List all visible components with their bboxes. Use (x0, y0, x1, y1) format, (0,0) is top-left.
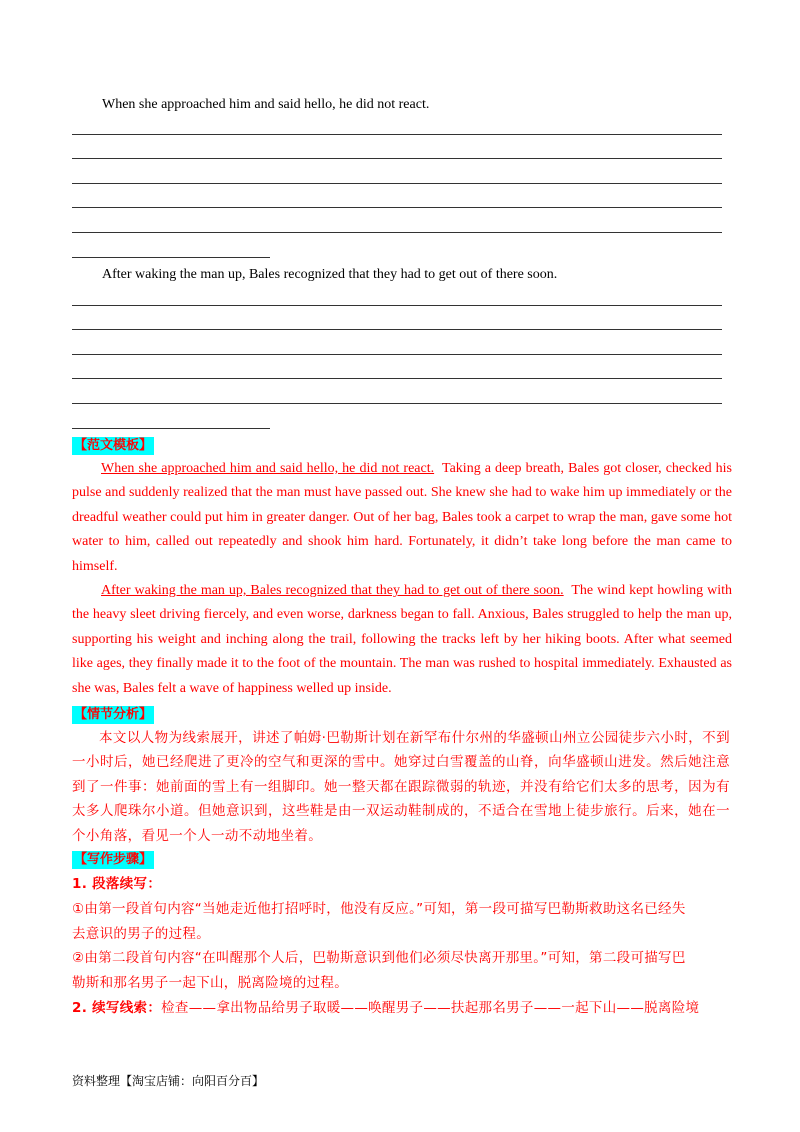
writing-line[interactable] (72, 183, 722, 184)
writing-line[interactable] (72, 329, 722, 330)
step-1-point-b-line-1: ②由第二段首句内容“在叫醒那个人后，巴勒斯意识到他们必须尽快离开那里。”可知，第二段可描写巴 (72, 950, 686, 966)
sample-essay (72, 457, 732, 701)
writing-steps-label: 【写作步骤】 (74, 852, 153, 867)
writing-line[interactable] (72, 378, 722, 379)
writing-line[interactable] (72, 207, 722, 208)
step-1-point-b-line-2: 勒斯和那名男子一起下山，脱离险境的过程。 (72, 975, 348, 991)
plot-analysis (72, 726, 730, 848)
writing-line-end[interactable] (72, 257, 270, 258)
step-1-title: 1. 段落续写： (72, 876, 162, 892)
step-1-point-a-line-1: ①由第一段首句内容“当她走近他打招呼时，他没有反应。”可知，第一段可描写巴勒斯救助这名已经失 (72, 901, 686, 917)
sample-essay-label: 【范文模板】 (74, 438, 153, 453)
plot-analysis-label: 【情节分析】 (74, 707, 153, 722)
writing-line[interactable] (72, 403, 722, 404)
plot-analysis-text: 本文以人物为线索展开，讲述了帕姆·巴勒斯计划在新罕布什尔州的华盛顿山州立公园徒步六小时，不到一小时后，她已经爬进了更冷的空气和更深的雪中。她穿过白雪覆盖的山脊，向华盛顿山进发。然后她注意到了一件事：她前面的雪上有一组脚印。她一整天都在跟踪微弱的轨迹，并没有给它们太多的思考，因为有太多人爬珠尔小道。但她意识到，这些鞋是由一双运动鞋制成的，不适合在雪地上徒步旅行。后来，她在一个小角落，看见一个人一动不动地坐着。 (72, 730, 730, 844)
writing-line[interactable] (72, 134, 722, 135)
continuation-prompt-1: When she approached him and said hello, he did not react. (102, 97, 430, 112)
sample-paragraph-2-body: The wind kept howling with the heavy sleet driving fiercely, and even worse, darkness began to fall. Anxious, Bales struggled to help the man up, supporting his weight and inching along the trail, following the tracks left by her hiking boots. After what seemed like ages, they finally made it to the foot of the mountain. The man was rushed to hospital immediately. Exhausted as she was, Bales felt a wave of happiness welled up inside. (72, 583, 732, 696)
writing-line[interactable] (72, 354, 722, 355)
step-2-line (72, 996, 728, 1020)
writing-line[interactable] (72, 158, 722, 159)
writing-line-end[interactable] (72, 428, 270, 429)
sample-paragraph-2 (72, 579, 732, 701)
step-1-point-a-line-2: 去意识的男子的过程。 (72, 926, 210, 942)
sample-paragraph-2-lead: After waking the man up, Bales recognized that they had to get out of there soon. (101, 583, 564, 599)
page-footer: 资料整理【淘宝店铺：向阳百分百】 (72, 1074, 265, 1088)
sample-paragraph-1 (72, 457, 732, 579)
sample-paragraph-1-lead: When she approached him and said hello, he did not react. (101, 461, 435, 476)
writing-line[interactable] (72, 305, 722, 306)
writing-line[interactable] (72, 232, 722, 233)
continuation-prompt-2: After waking the man up, Bales recognized that they had to get out of there soon. (102, 267, 558, 282)
step-2-clues: 检查——拿出物品给男子取暖——唤醒男子——扶起那名男子——一起下山——脱离险境 (161, 1000, 700, 1016)
step-2-title: 2. 续写线索： (72, 1000, 162, 1016)
sample-paragraph-1-body: Taking a deep breath, Bales got closer, checked his pulse and suddenly realized that the man must have passed out. She knew she had to wake him up immediately or the dreadful weather could put him in greater danger. Out of her bag, Bales took a carpet to wrap the man, gave some hot water to him, called out repeatedly and shook him hard. Fortunately, it didn’t take long before the man came to himself. (72, 461, 732, 574)
